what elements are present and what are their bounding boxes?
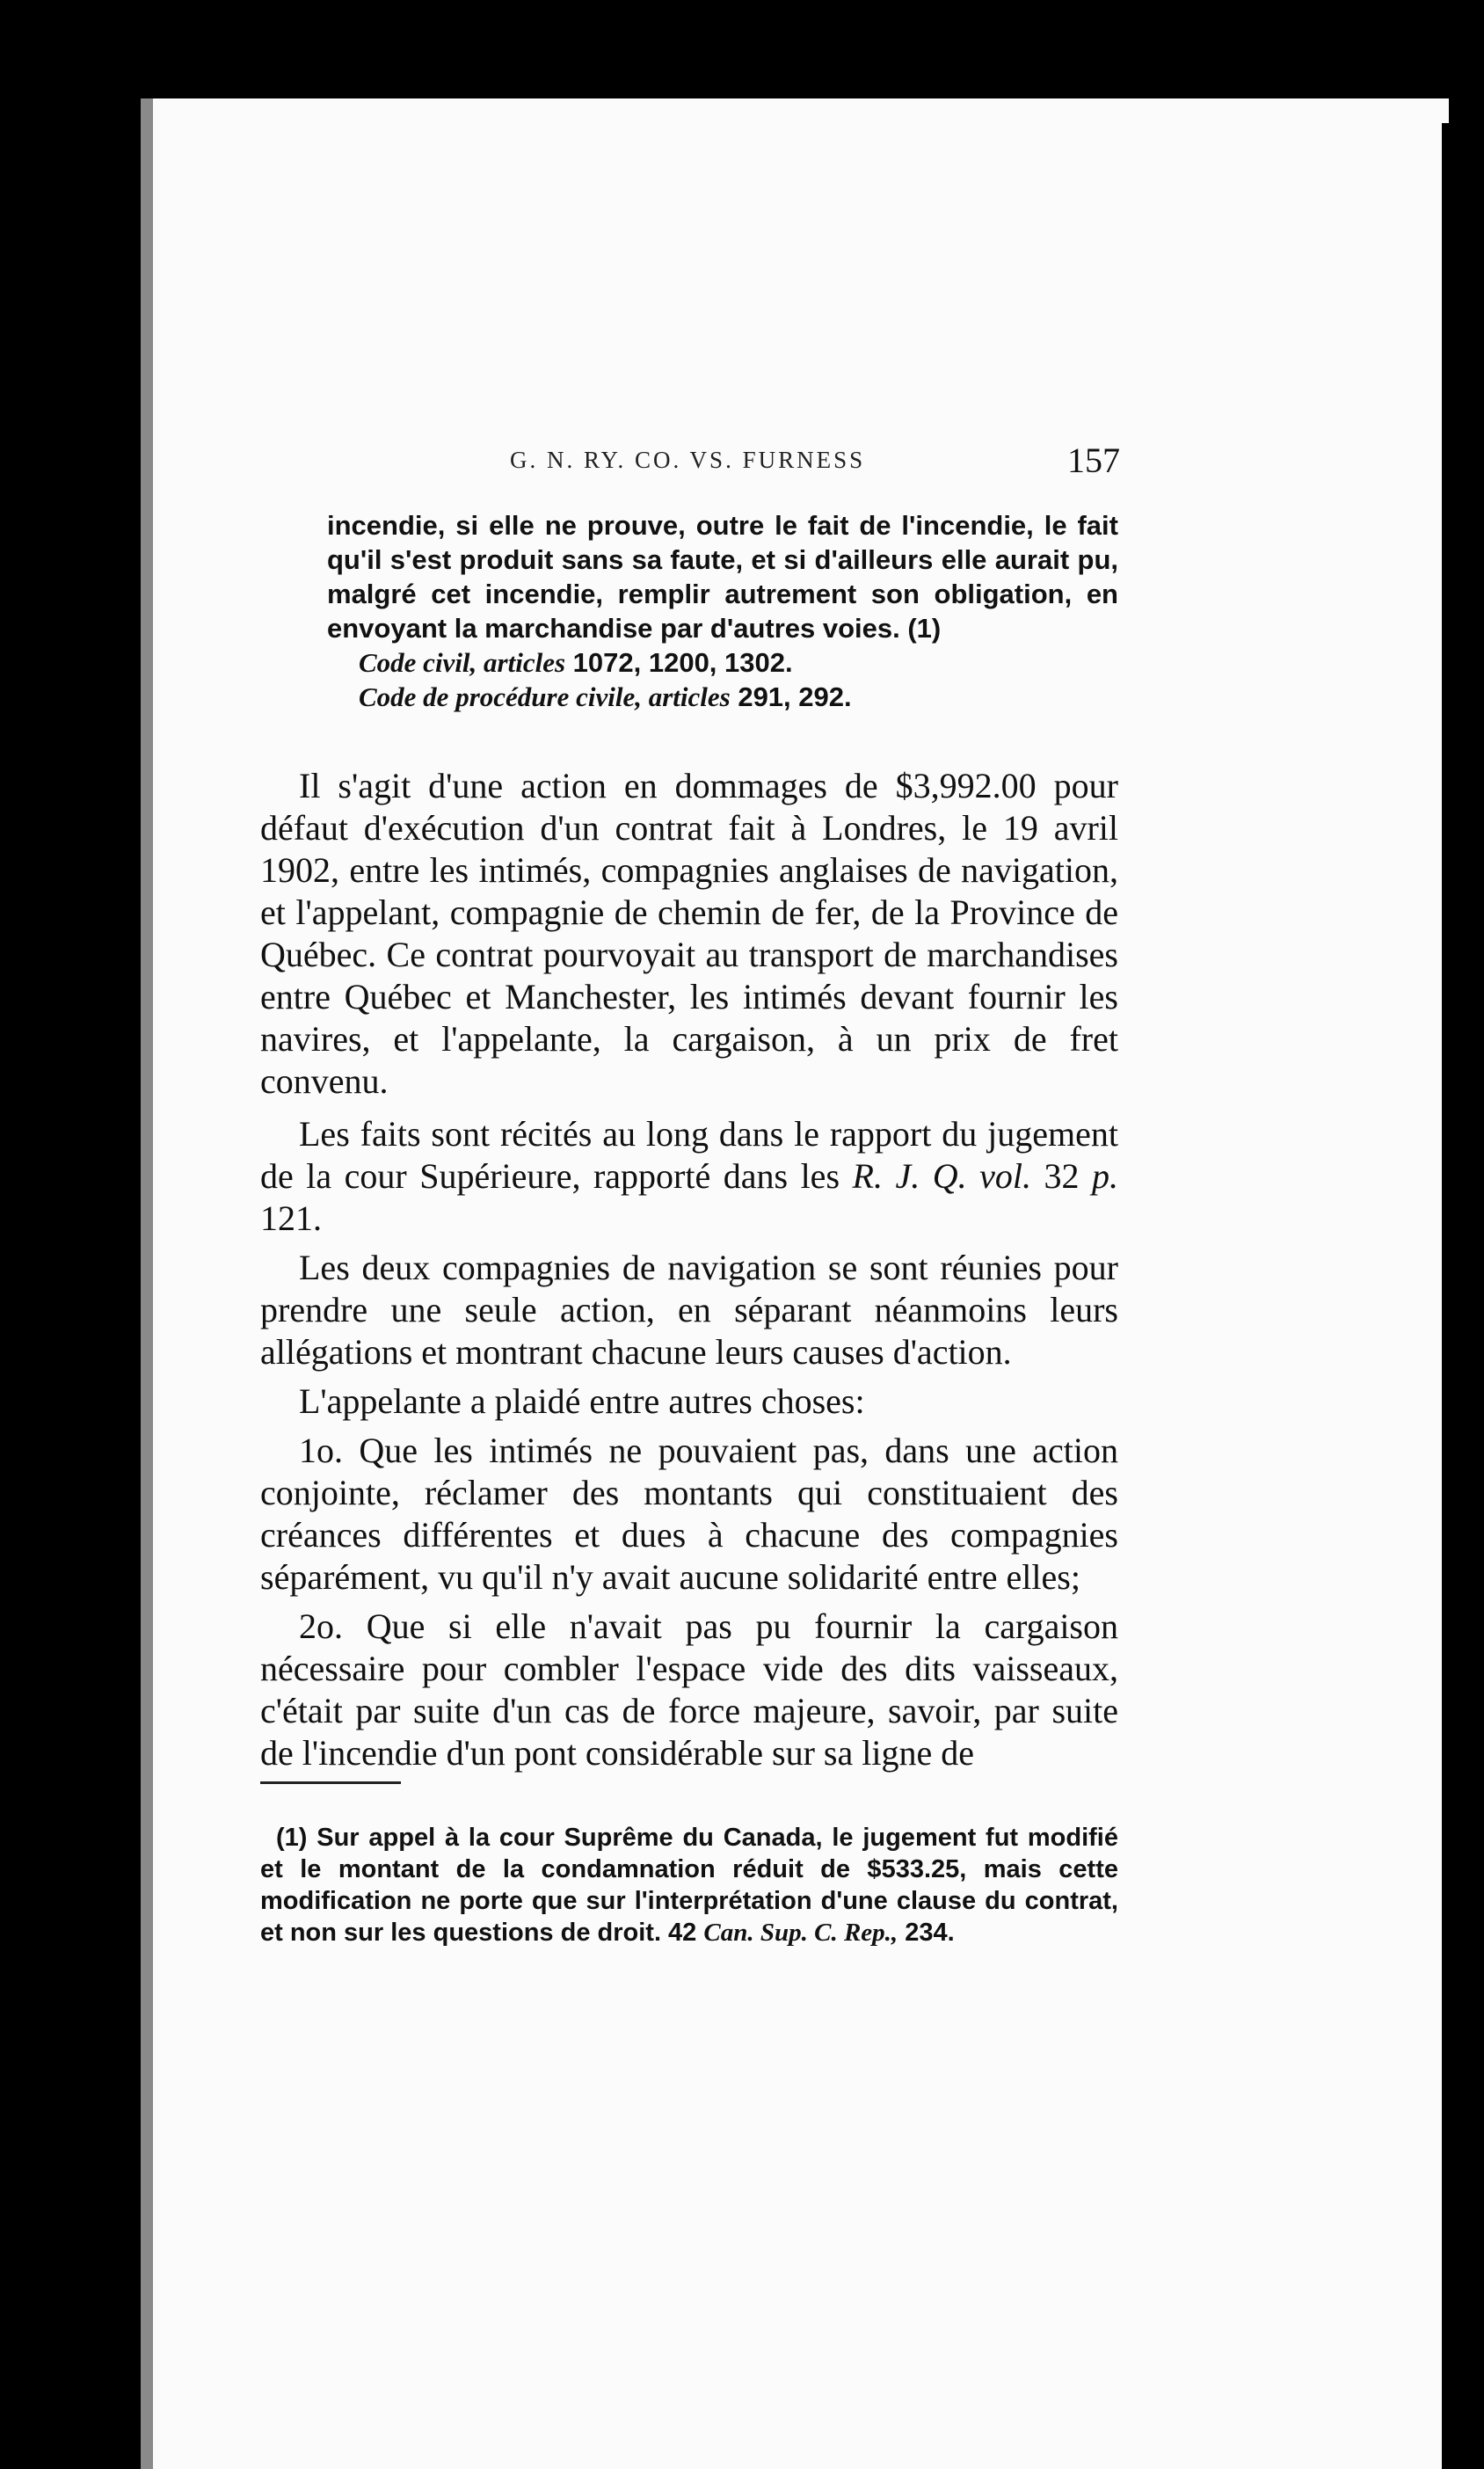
page-abbrev: p. (1092, 1156, 1119, 1196)
headnote-citation-civil (327, 645, 1118, 680)
running-head: G. N. RY. CO. VS. FURNESS (510, 447, 866, 473)
citation-label: Code de procédure civile, articles (359, 681, 731, 712)
headnote (327, 508, 1118, 714)
paragraph-2 (260, 1113, 1118, 1240)
citation-label: Code civil, articles (359, 647, 566, 678)
scan-border (1442, 123, 1484, 2469)
footnote-text: (1) Sur appel à la cour Suprême du Canada, le jugement fut modifié et le montant de la condamnation réduit de $533.25, mais cette modification ne porte que sur l'interprétation d'une clause du contrat, et non sur les questions de droit. 42 (260, 1824, 1118, 1947)
paragraph-4: L'appelante a plaidé entre autres choses: (299, 1381, 865, 1421)
headnote-text: incendie, si elle ne prouve, outre le fait de l'incendie, le fait qu'il s'est produit sans sa faute, et si d'ailleurs elle aurait pu, malgré cet incendie, remplir autrement son obligation, en envoyant la marchandise par d'autres voies. (1) (327, 510, 1118, 644)
page-gutter-shadow (141, 98, 153, 2469)
footnote-ref-page: 234. (905, 1919, 955, 1947)
citation-articles: 291, 292. (738, 681, 852, 712)
page-number: 157 (1067, 441, 1120, 480)
paragraph-1: Il s'agit d'une action en dommages de $3,992.00 pour défaut d'exécution d'un contrat fait à Londres, le 19 avril 1902, entre les intimés, compagnies anglaises de navigation, et l'appelant, compagnie de chemin de fer, de la Province de Québec. Ce contrat pourvoyait au transport de marchandises entre Québec et Manchester, les intimés devant fournir les navires, et l'appelante, la cargaison, à un prix de fret convenu. (260, 766, 1118, 1101)
footnote-divider (260, 1781, 401, 1784)
footnote (260, 1822, 1118, 1948)
paragraph-5: 1o. Que les intimés ne pouvaient pas, dans une action conjointe, réclamer des montants qui constituaient des créances différentes et dues à chacune des compagnies séparément, vu qu'il n'y avait aucune solidarité entre elles; (260, 1431, 1118, 1597)
citation-articles: 1072, 1200, 1302. (572, 647, 793, 678)
headnote-citation-procedure (327, 680, 1118, 714)
paragraph-6: 2o. Que si elle n'avait pas pu fournir la cargaison nécessaire pour combler l'espace vide des dits vaisseaux, c'était par suite d'un cas de force majeure, savoir, par suite de l'incendie d'un pont considérable sur sa ligne de (260, 1606, 1118, 1773)
report-volume: 32 (1044, 1156, 1080, 1196)
footnote-reference: Can. Sup. C. Rep., (703, 1919, 898, 1947)
body-text (260, 765, 1118, 1774)
report-page: 121. (260, 1198, 322, 1238)
paragraph-3: Les deux compagnies de navigation se sont réunies pour prendre une seule action, en séparant néanmoins leurs allégations et montrant chacune leurs causes d'action. (260, 1248, 1118, 1372)
paragraph-2-text: Les faits sont récités au long dans le rapport du jugement de la cour Supérieure, rapporté dans les (260, 1114, 1118, 1196)
report-reference: R. J. Q. vol. (852, 1156, 1031, 1196)
